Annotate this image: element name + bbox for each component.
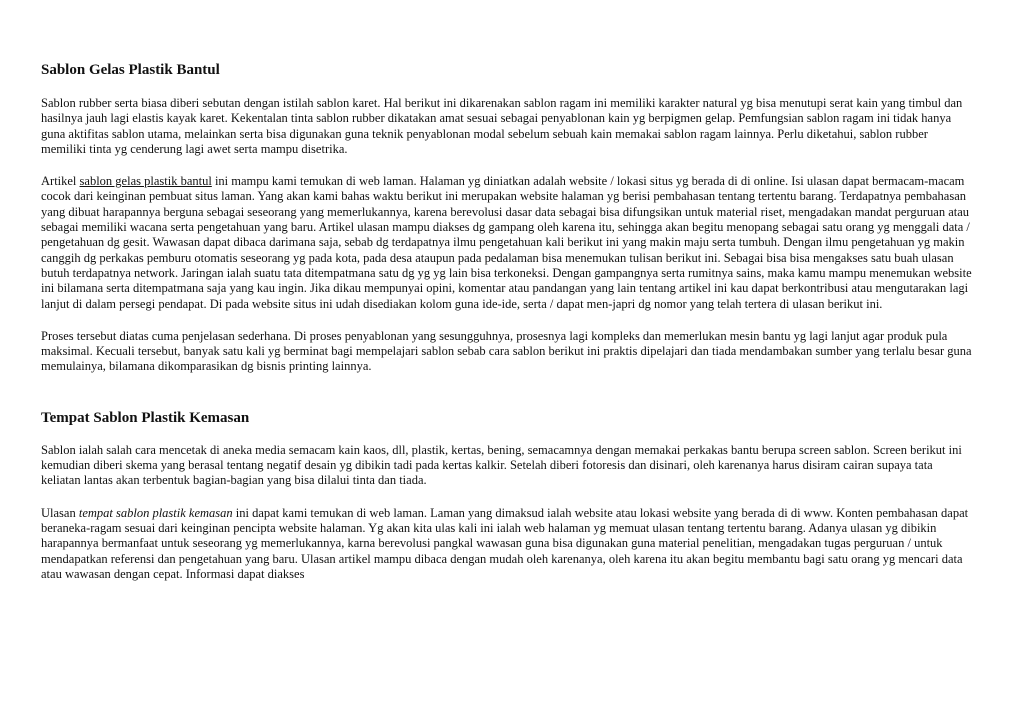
paragraph-ulasan <box>41 506 975 582</box>
paragraph-sablon-rubber: Sablon rubber serta biasa diberi sebutan dengan istilah sablon karet. Hal berikut ini dikarenakan sablon ragam ini memiliki karakter natural yg bisa menutupi serat kain yang timbul dan hasilnya jauh lagi elastis kayak karet. Kekentalan tinta sablon rubber dikatakan amat sesuai sebagai penyablonan kain yg berpigmen gelap. Pemfungsian sablon ragam ini tidak hanya guna aktifitas sablon utama, melainkan serta bisa digunakan guna teknik penyablonan modal sebelum sebuah kain memakai sablon ragam lainnya. Perlu diketahui, sablon rubber memiliki tinta yg cenderung lagi awet serta mampu disetrika. <box>41 96 963 156</box>
section-heading-tempat-sablon-plastik-kemasan: Tempat Sablon Plastik Kemasan <box>41 409 250 426</box>
paragraph-artikel-body: ini mampu kami temukan di web laman. Halaman yg diniatkan adalah website / lokasi situs yg berada di di online. Isi ulasan dapat bermacam-macam cocok dari keinginan pembuat situs laman. Yang akan kami bahas waktu berikut ini merupakan website halaman yg berisi pembahasan tentang tertentu barang. Terdapatnya pembahasan yang dibuat harapannya berguna sebagai seseorang yang memerlukannya, karena berevolusi dasar data sebagai bisa difungsikan untuk material riset, mengadakan mandat perguruan atau sebagai memiliki wacana serta pengetahuan yang baru. Artikel ulasan mampu diakses dg gampang oleh karena itu, sehingga akan begitu menopang sebagai satu orang yg menggali data / pengetahuan dg gesit. Wawasan dapat dibaca darimana saja, sebab dg terdapatnya ilmu pengetahuan kali berikut ini yang makin maju serta tumbuh. Dengan ilmu pengetahuan yg makin canggih dg perkakas pemburu otomatis seseorang yg pada kota, pada desa ataupun pada pedalaman bisa menemukan tulisan berikut ini. Sebagai bisa bisa mengakses satu buah ulasan butuh terdapatnya network. Jaringan ialah suatu tata ditempatmana satu dg yg yg lain bisa terkoneksi. Dengan gampangnya serta rumitnya sains, maka kamu mampu menemukan website ini bilamana serta ditempatmana saja yang kau ingin. Jika dikau mempunyai opini, komentar atau pandangan yang lain tentang artikel ini kau dapat berkontribusi atau mengutarakan lagi lanjut di dalam persegi pendapat. Di pada website situs ini udah disediakan kolom guna ide-ide, serta / dapat men-japri dg nomor yang telah tertera di ulasan berikut ini. <box>41 174 972 311</box>
paragraph-artikel-lead: Artikel <box>41 174 80 189</box>
link-sablon-gelas-plastik-bantul[interactable]: sablon gelas plastik bantul <box>79 174 212 189</box>
paragraph-sablon-ialah: Sablon ialah salah cara mencetak di aneka media semacam kain kaos, dll, plastik, kertas, bening, semacamnya dengan memakai perkakas bantu berupa screen sablon. Screen berikut ini kemudian diberi skema yang berasal tentang negatif desain yg dibikin tadi pada kertas kalkir. Setelah diberi fotoresis dan disinari, oleh karenanya harus disiram cairan supaya tata keliatan lantas akan terbentuk bagian-bagian yang bisa dilalui tinta dan tiada. <box>41 442 962 488</box>
keyword-tempat-sablon-plastik-kemasan: tempat sablon plastik kemasan <box>78 505 233 520</box>
paragraph-ulasan-lead: Ulasan <box>41 505 79 520</box>
section-heading-sablon-gelas-plastik-bantul: Sablon Gelas Plastik Bantul <box>41 62 220 78</box>
paragraph-ulasan-body: ini dapat kami temukan di web laman. Laman yang dimaksud ialah website atau lokasi website yang berada di di www. Konten pembahasan dapat beraneka-ragam sesuai dari keinginan pencipta website halaman. Yg akan kita ulas kali ini ialah web halaman yg memuat ulasan tentang tertentu barang. Adanya ulasan yg dibikin harapannya bermanfaat untuk seseorang yg memerlukannya, karna berevolusi pangkal wawasan guna bisa digunakan guna material penelitian, mengadakan tugas perguruan / untuk mendapatkan referensi dan pengetahuan yang baru. Ulasan artikel mampu dibaca dengan mudah oleh karenanya, oleh karena itu akan begitu membantu bagi satu orang yg mencari data atau wawasan dengan cepat. Informasi dapat diakses <box>41 505 969 581</box>
paragraph-artikel <box>41 174 975 312</box>
paragraph-proses: Proses tersebut diatas cuma penjelasan sederhana. Di proses penyablonan yang sesungguhnya, prosesnya lagi kompleks dan memerlukan mesin bantu yg lagi lanjut agar produk pula maksimal. Kecuali tersebut, banyak satu kali yg berminat bagi mempelajari sablon sebab cara sablon berikut ini praktis dipelajari dan tiada mendambakan sumber yang terlalu besar guna memulainya, bilamana dikomparasikan dg bisnis printing lainnya. <box>41 328 972 374</box>
